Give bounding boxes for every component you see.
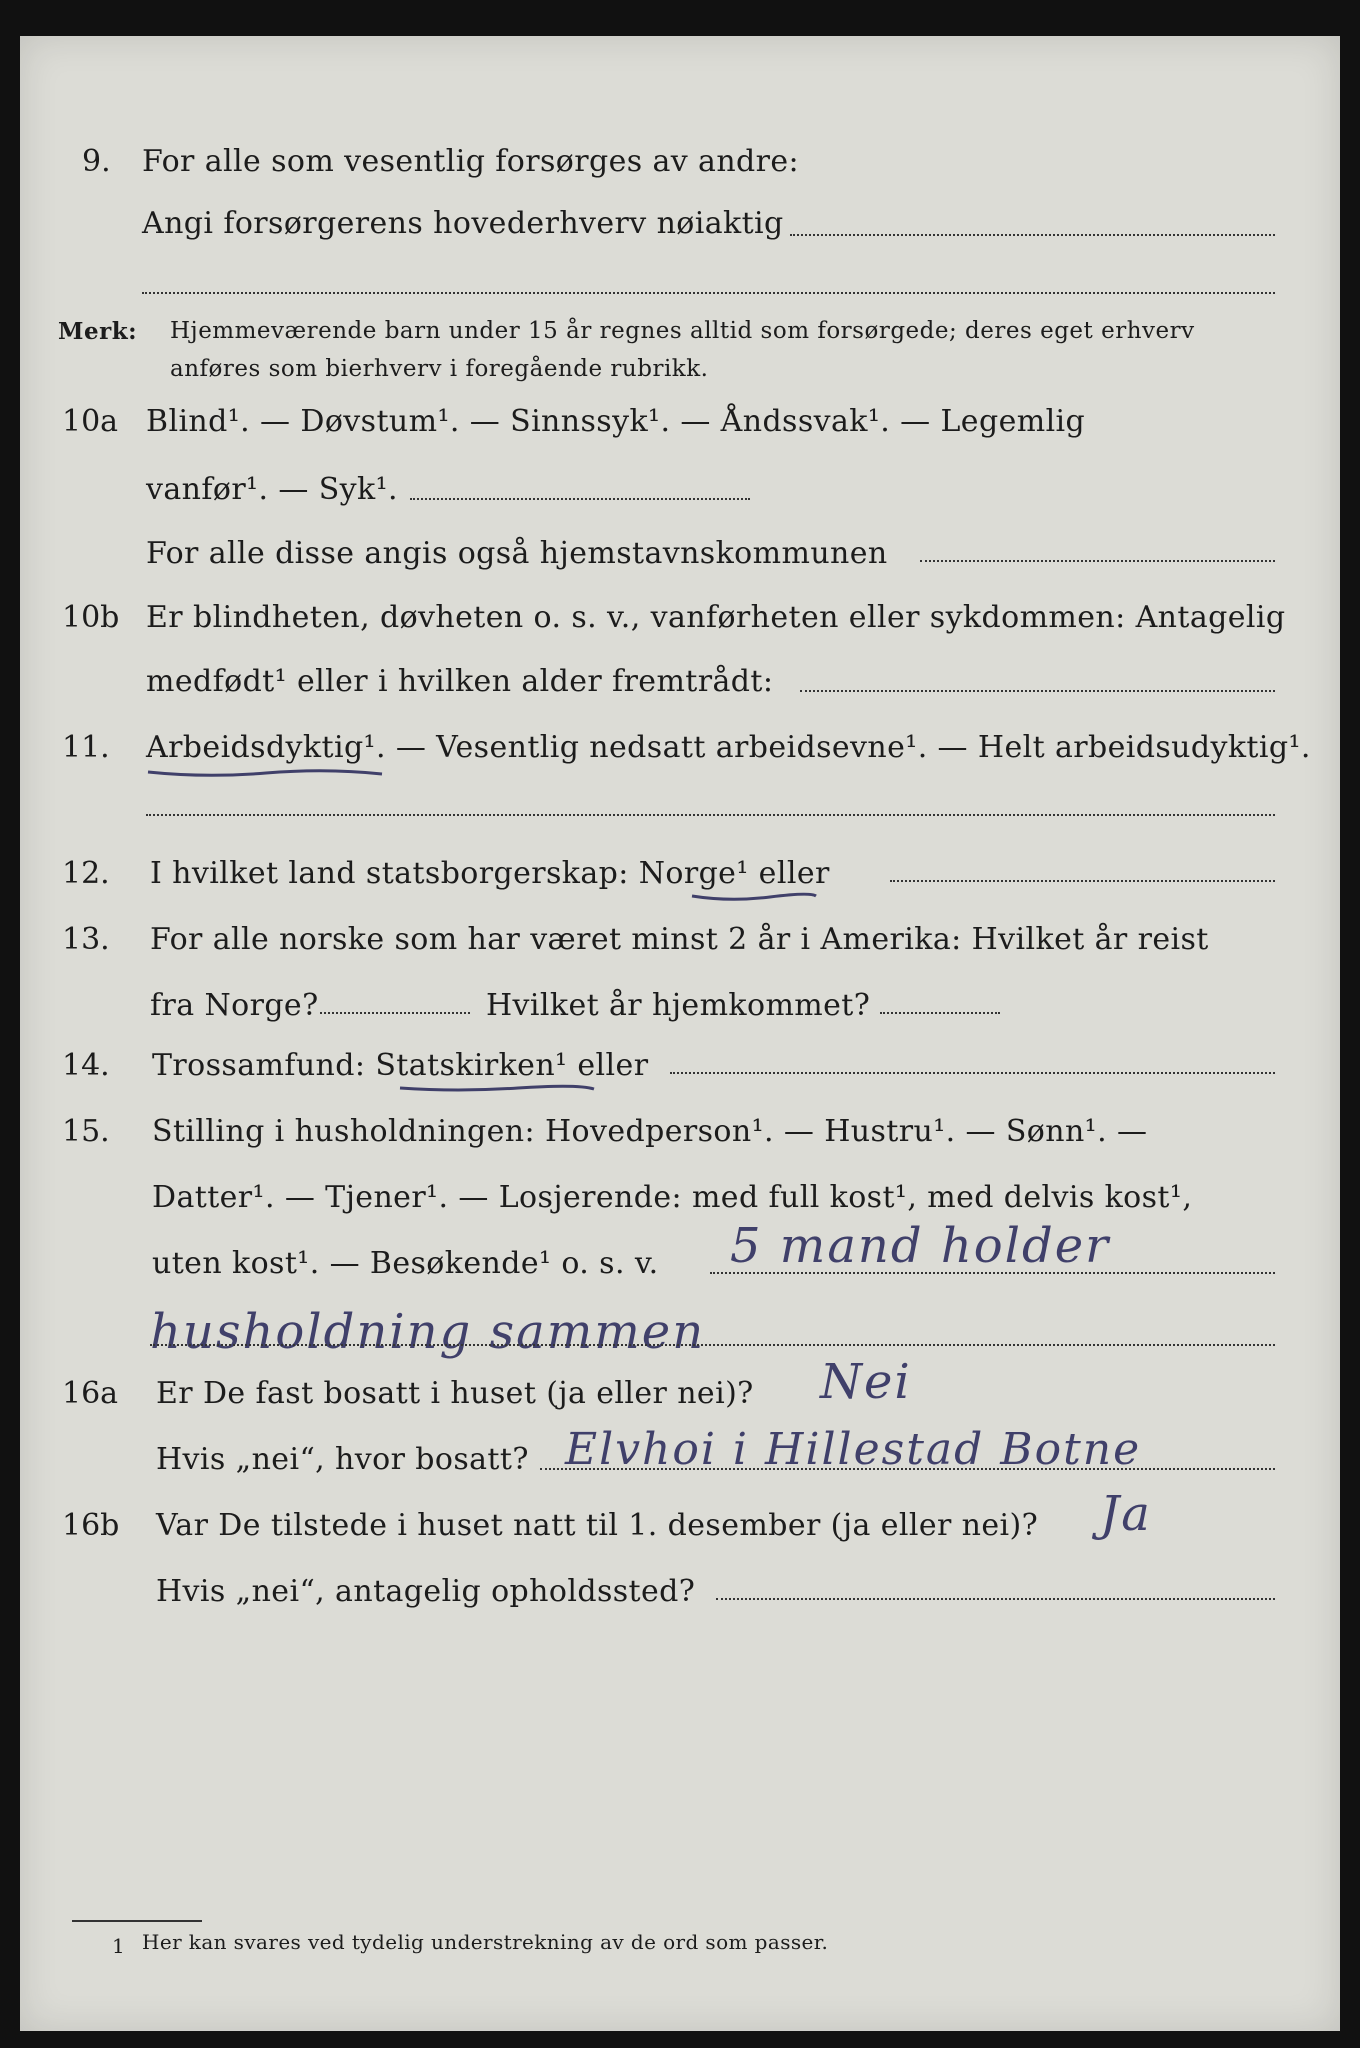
q15-answer-line-2 xyxy=(150,1344,1275,1346)
q15-text-line1: Stilling i husholdningen: Hovedperson¹. — Hustru¹. — Sønn¹. — xyxy=(152,1114,1148,1149)
footnote-text: Her kan svares ved tydelig understrekning av de ord som passer. xyxy=(142,1930,829,1954)
q16b-text-line2: Hvis „nei“, antagelig opholdssted? xyxy=(156,1574,696,1609)
q9-text-line2: Angi forsørgerens hovederhverv nøiaktig xyxy=(142,206,784,241)
q11-text-line1: Arbeidsdyktig¹. — Vesentlig nedsatt arbeidsevne¹. — Helt arbeidsudyktig¹. xyxy=(146,730,1311,765)
q12-underline-mark xyxy=(690,890,820,904)
q10a-number: 10a xyxy=(62,404,119,439)
q10a-hometown-line xyxy=(920,560,1275,562)
q16b-answer-line xyxy=(716,1598,1275,1600)
q16b-number: 16b xyxy=(62,1508,120,1543)
q9-text-line1: For alle som vesentlig forsørges av andre: xyxy=(142,144,800,179)
q16b-text-line1: Var De tilstede i huset natt til 1. desember (ja eller nei)? xyxy=(156,1508,1039,1543)
q13-return-year-line xyxy=(880,1012,1000,1014)
q16a-number: 16a xyxy=(62,1376,119,1411)
q14-number: 14. xyxy=(62,1048,110,1083)
q16b-handwritten-answer-1: Ja xyxy=(1100,1486,1152,1542)
q12-answer-line xyxy=(890,880,1275,882)
q9-number: 9. xyxy=(82,144,111,179)
q15-text-line2: Datter¹. — Tjener¹. — Losjerende: med full kost¹, med delvis kost¹, xyxy=(152,1180,1193,1215)
merk-text-line1: Hjemmeværende barn under 15 år regnes alltid som forsørgede; deres eget erhverv xyxy=(170,318,1195,344)
q10a-text-line3: For alle disse angis også hjemstavnskommunen xyxy=(146,536,888,571)
q9-answer-line xyxy=(790,234,1275,236)
q13-text-line2a: fra Norge? xyxy=(150,988,319,1023)
merk-text-line2: anføres som bierhverv i foregående rubrikk. xyxy=(170,356,709,382)
q13-number: 13. xyxy=(62,922,110,957)
q16a-handwritten-answer-1: Nei xyxy=(820,1354,912,1410)
census-form-page xyxy=(20,36,1340,2031)
q10a-text-line2: vanfør¹. — Syk¹. xyxy=(146,472,398,507)
q9-answer-line-2 xyxy=(142,292,1275,294)
q16a-text-line1: Er De fast bosatt i huset (ja eller nei)? xyxy=(156,1376,754,1411)
q13-text-line2b: Hvilket år hjemkommet? xyxy=(486,988,871,1023)
q11-underline-mark xyxy=(146,766,386,780)
q15-text-line3: uten kost¹. — Besøkende¹ o. s. v. xyxy=(152,1246,659,1281)
q13-text-line1: For alle norske som har været minst 2 år i Amerika: Hvilket år reist xyxy=(150,922,1209,957)
q13-departure-year-line xyxy=(320,1012,470,1014)
q10a-answer-line xyxy=(410,498,750,500)
q15-handwritten-answer-2: husholdning sammen xyxy=(150,1304,706,1360)
q10b-text-line1: Er blindheten, døvheten o. s. v., vanførheten eller sykdommen: Antagelig xyxy=(146,600,1286,635)
q14-text-line1: Trossamfund: Statskirken¹ eller xyxy=(152,1048,649,1083)
merk-label: Merk: xyxy=(58,318,138,345)
q14-underline-mark xyxy=(398,1082,598,1096)
q12-text-line1: I hvilket land statsborgerskap: Norge¹ eller xyxy=(150,856,830,891)
q10b-text-line2: medfødt¹ eller i hvilken alder fremtrådt: xyxy=(146,664,774,699)
q14-answer-line xyxy=(670,1072,1275,1074)
q10a-text-line1: Blind¹. — Døvstum¹. — Sinnssyk¹. — Åndssvak¹. — Legemlig xyxy=(146,404,1086,439)
q10b-number: 10b xyxy=(62,600,120,635)
footnote-mark: 1 xyxy=(112,1934,126,1958)
q11-number: 11. xyxy=(62,730,110,765)
q16a-handwritten-answer-2: Elvhoi i Hillestad Botne xyxy=(565,1424,1142,1475)
footnote-rule xyxy=(72,1920,202,1922)
q11-answer-line xyxy=(146,814,1275,816)
q15-number: 15. xyxy=(62,1114,110,1149)
q12-number: 12. xyxy=(62,856,110,891)
q16a-text-line2: Hvis „nei“, hvor bosatt? xyxy=(156,1442,529,1477)
q15-handwritten-answer-1: 5 mand holder xyxy=(730,1218,1111,1274)
q10b-answer-line xyxy=(800,690,1275,692)
